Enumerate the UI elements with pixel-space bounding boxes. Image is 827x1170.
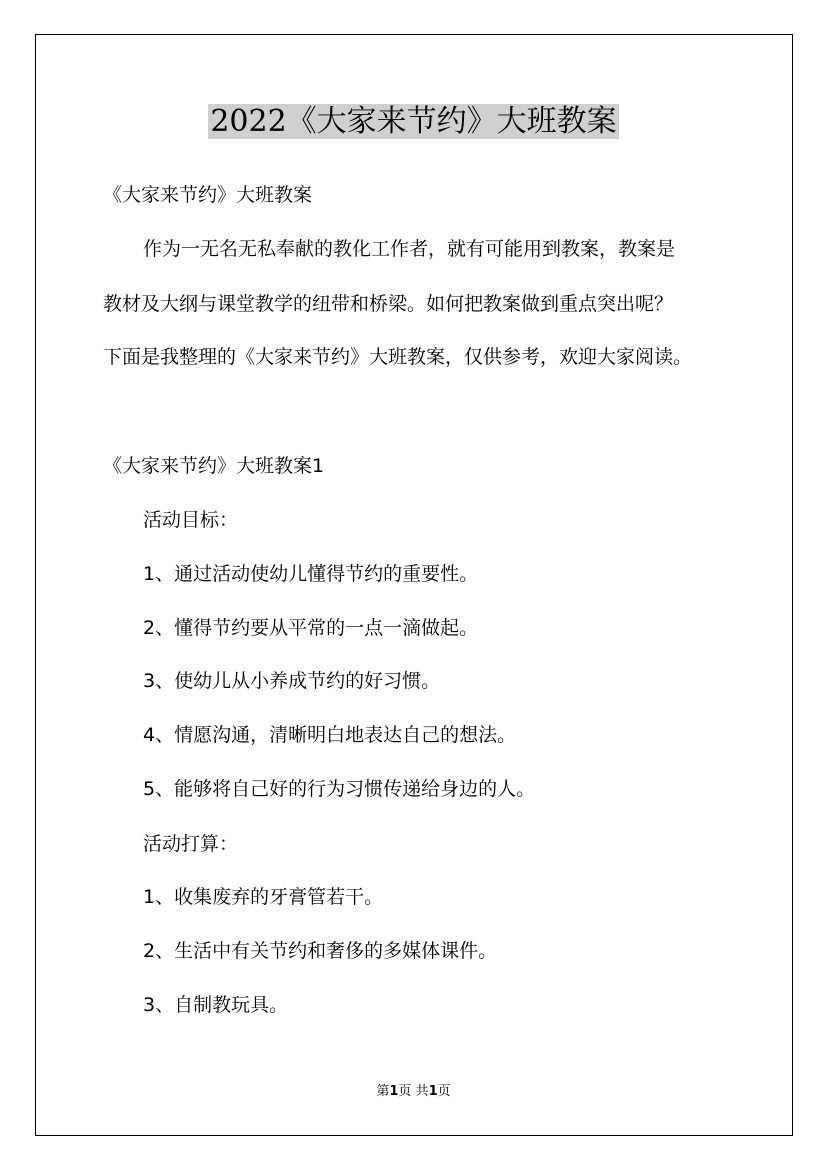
goal-item: 5、能够将自己好的行为习惯传递给身边的人。 xyxy=(143,778,536,800)
intro-line-3: 下面是我整理的《大家来节约》大班教案，仅供参考，欢迎大家阅读。 xyxy=(103,346,693,368)
document-subtitle: 《大家来节约》大班教案 xyxy=(103,184,313,206)
footer-total-pages: 1 xyxy=(428,1084,438,1099)
section-1-heading: 《大家来节约》大班教案1 xyxy=(103,455,325,477)
footer-suffix: 页 xyxy=(437,1084,451,1099)
goal-item: 1、通过活动使幼儿懂得节约的重要性。 xyxy=(143,563,479,585)
document-title xyxy=(0,103,827,141)
document-title-text: 2022《大家来节约》大班教案 xyxy=(210,104,617,139)
goal-item: 2、懂得节约要从平常的一点一滴做起。 xyxy=(143,617,479,639)
goal-item: 3、使幼儿从小养成节约的好习惯。 xyxy=(143,670,441,692)
goal-item: 4、情愿沟通，清晰明白地表达自己的想法。 xyxy=(143,724,517,746)
prep-item: 3、自制教玩具。 xyxy=(143,994,289,1016)
prep-heading: 活动打算： xyxy=(143,833,239,855)
footer-prefix: 第 xyxy=(376,1084,390,1099)
intro-line-1: 作为一无名无私奉献的教化工作者，就有可能用到教案，教案是 xyxy=(143,238,676,260)
footer-page-number: 1 xyxy=(389,1084,399,1099)
page-footer xyxy=(0,1084,827,1100)
prep-item: 2、生活中有关节约和奢侈的多媒体课件。 xyxy=(143,940,498,962)
prep-item: 1、收集废弃的牙膏管若干。 xyxy=(143,886,384,908)
footer-mid: 页 共 xyxy=(398,1084,429,1099)
intro-line-2: 教材及大纲与课堂教学的纽带和桥梁。如何把教案做到重点突出呢？ xyxy=(103,293,674,315)
goals-heading: 活动目标： xyxy=(143,509,239,531)
